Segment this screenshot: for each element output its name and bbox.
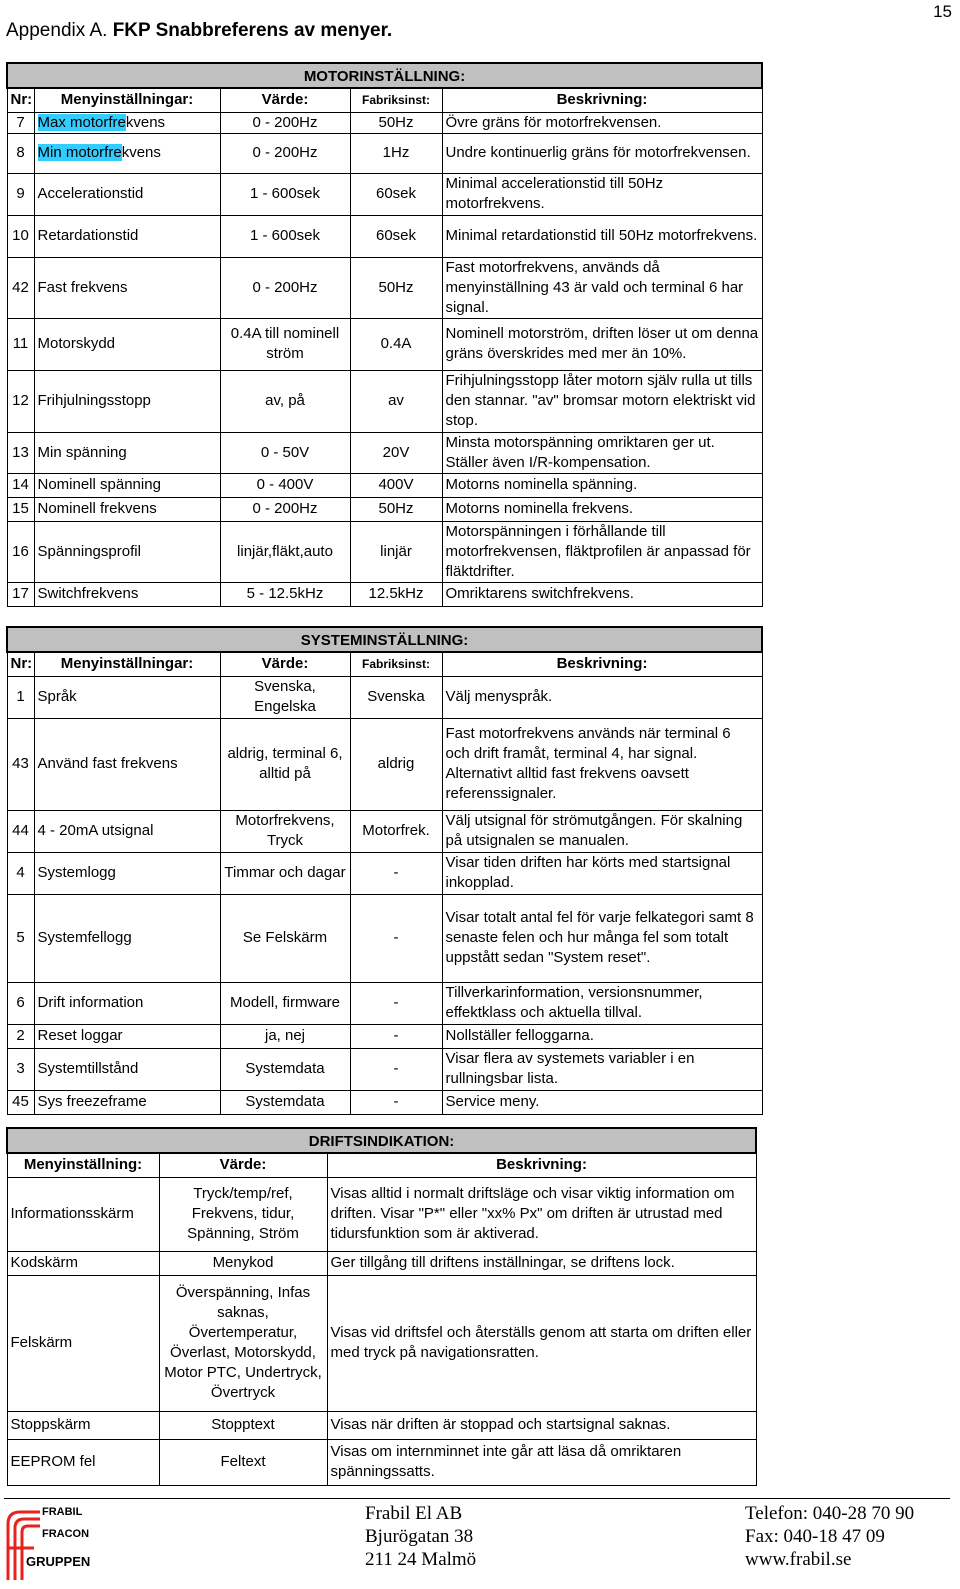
row-name: Spänningsprofil [34, 521, 220, 582]
row-name-rest: kvens [125, 113, 166, 131]
row-value: 0 - 400V [220, 473, 350, 497]
row-name: Nominell frekvens [34, 497, 220, 521]
row-nr: 15 [7, 497, 34, 521]
row-name: Språk [34, 676, 220, 718]
table-row [7, 1048, 762, 1090]
row-name: Systemtillstånd [34, 1048, 220, 1090]
row-value: Systemdata [220, 1048, 350, 1090]
row-factory: 1Hz [350, 133, 442, 173]
row-nr: 2 [7, 1024, 34, 1048]
row-desc: Motorns nominella frekvens. [442, 497, 762, 521]
row-nr: 17 [7, 582, 34, 606]
row-value: linjär,fläkt,auto [220, 521, 350, 582]
system-rows [7, 676, 762, 1114]
row-nr: 11 [7, 318, 34, 370]
row-desc: Minsta motorspänning omriktaren ger ut. Ställer även I/R-kompensation. [442, 432, 762, 473]
row-value: 0 - 50V [220, 432, 350, 473]
logo-line-2: FRACON [42, 1528, 90, 1540]
row-name: Använd fast frekvens [34, 718, 220, 810]
row-name: 4 - 20mA utsignal [34, 810, 220, 852]
row-nr: 10 [7, 215, 34, 257]
row-factory: 400V [350, 473, 442, 497]
row-name: Accelerationstid [34, 173, 220, 215]
row-name: Motorskydd [34, 318, 220, 370]
row-desc: Nominell motorström, driften löser ut om denna gräns överskrides med mer än 10%. [442, 318, 762, 370]
col-desc: Beskrivning: [327, 1153, 756, 1177]
frabil-logo-icon [4, 1504, 44, 1584]
col-factory: Fabriksinst: [350, 88, 442, 112]
table-row [7, 852, 762, 894]
row-nr: 3 [7, 1048, 34, 1090]
row-value: Svenska, Engelska [220, 676, 350, 718]
table-row [7, 1024, 762, 1048]
row-value: Menykod [159, 1251, 327, 1275]
row-value: av, på [220, 370, 350, 432]
row-factory: - [350, 1024, 442, 1048]
row-value: 5 - 12.5kHz [220, 582, 350, 606]
drift-rows [7, 1177, 756, 1485]
row-name: Min spänning [34, 432, 220, 473]
table-row [7, 1251, 756, 1275]
row-factory: - [350, 894, 442, 982]
row-desc: Visas om internminnet inte går att läsa då omriktaren spänningssatts. [327, 1439, 756, 1485]
row-value: 0 - 200Hz [220, 112, 350, 133]
row-name [34, 112, 220, 133]
footer-divider [4, 1498, 950, 1499]
row-factory: linjär [350, 521, 442, 582]
row-name: Frihjulningsstopp [34, 370, 220, 432]
row-desc: Fast motorfrekvens, används då menyinställning 43 är vald och terminal 6 har signal. [442, 257, 762, 318]
table-row [7, 1411, 756, 1439]
row-name: Felskärm [7, 1275, 159, 1411]
row-desc: Övre gräns för motorfrekvensen. [442, 112, 762, 133]
row-desc: Fast motorfrekvens används när terminal 6 och drift framåt, terminal 4, har signal. Alternativt alltid fast frekvens oavsett referenssignaler. [442, 718, 762, 810]
row-nr: 9 [7, 173, 34, 215]
row-desc: Minimal accelerationstid till 50Hz motorfrekvens. [442, 173, 762, 215]
row-factory: Svenska [350, 676, 442, 718]
address-line: Frabil El AB [365, 1503, 463, 1524]
fax: Fax: 040-18 47 09 [745, 1526, 885, 1547]
row-value: 0 - 200Hz [220, 133, 350, 173]
row-desc: Ger tillgång till driftens inställningar, se driftens lock. [327, 1251, 756, 1275]
row-value: Stopptext [159, 1411, 327, 1439]
row-factory: 0.4A [350, 318, 442, 370]
system-settings-table [6, 626, 763, 1115]
row-value: Timmar och dagar [220, 852, 350, 894]
page-footer [0, 1498, 960, 1588]
row-factory: 50Hz [350, 112, 442, 133]
phone: Telefon: 040-28 70 90 [745, 1503, 915, 1524]
page-number: 15 [933, 2, 952, 21]
row-factory: 50Hz [350, 497, 442, 521]
row-value: Se Felskärm [220, 894, 350, 982]
row-factory: 20V [350, 432, 442, 473]
row-value: 0 - 200Hz [220, 257, 350, 318]
company-logo [4, 1504, 99, 1584]
table-row [7, 133, 762, 173]
row-desc: Tillverkarinformation, versionsnummer, effektklass och aktuella tillval. [442, 982, 762, 1024]
logo-line-3: GRUPPEN [26, 1554, 91, 1569]
col-value: Värde: [220, 652, 350, 676]
table-row [7, 370, 762, 432]
row-desc: Visas vid driftsfel och återställs genom att starta om driften eller med tryck på navigationsratten. [327, 1275, 756, 1411]
row-factory: - [350, 982, 442, 1024]
row-nr: 1 [7, 676, 34, 718]
table-row [7, 894, 762, 982]
row-desc: Minimal retardationstid till 50Hz motorfrekvens. [442, 215, 762, 257]
company-address [365, 1502, 476, 1571]
table-row [7, 173, 762, 215]
row-factory: Motorfrek. [350, 810, 442, 852]
row-nr: 42 [7, 257, 34, 318]
col-nr: Nr: [7, 652, 34, 676]
drift-indication-table [6, 1127, 757, 1486]
row-name: EEPROM fel [7, 1439, 159, 1485]
table-row [7, 215, 762, 257]
highlighted-text: Max motorfre [37, 113, 126, 131]
table-row [7, 676, 762, 718]
address-line: 211 24 Malmö [365, 1549, 477, 1570]
row-desc: Visar totalt antal fel för varje felkategori samt 8 senaste felen och hur många fel som totalt uppstått sedan "System reset". [442, 894, 762, 982]
row-value: Systemdata [220, 1090, 350, 1114]
row-name [34, 133, 220, 173]
row-name: Retardationstid [34, 215, 220, 257]
table-row [7, 473, 762, 497]
col-menu: Menyinställningar: [34, 88, 220, 112]
row-name: Sys freezeframe [34, 1090, 220, 1114]
row-value: aldrig, terminal 6, alltid på [220, 718, 350, 810]
company-contact [745, 1502, 914, 1571]
row-name: Switchfrekvens [34, 582, 220, 606]
table-row [7, 521, 762, 582]
row-name: Nominell spänning [34, 473, 220, 497]
row-desc: Visas alltid i normalt driftsläge och visar viktig information om driften. Visar "P*" eller "xx% Px" om driften är utrustad med tidursfunktion som är aktiverad. [327, 1177, 756, 1251]
row-desc: Motorns nominella spänning. [442, 473, 762, 497]
row-name-rest: kvens [121, 144, 161, 161]
col-nr: Nr: [7, 88, 34, 112]
logo-line-1: FRABIL [42, 1506, 83, 1518]
table-row [7, 112, 762, 133]
col-desc: Beskrivning: [442, 652, 762, 676]
row-nr: 14 [7, 473, 34, 497]
row-factory: av [350, 370, 442, 432]
table-row [7, 318, 762, 370]
website-link[interactable]: www.frabil.se [745, 1549, 852, 1570]
row-nr: 5 [7, 894, 34, 982]
row-factory: - [350, 1048, 442, 1090]
row-nr: 6 [7, 982, 34, 1024]
page-title: Appendix A. FKP Snabbreferens av menyer. [6, 20, 393, 41]
col-value: Värde: [159, 1153, 327, 1177]
row-value: 0.4A till nominell ström [220, 318, 350, 370]
table-row [7, 718, 762, 810]
row-name: Informationsskärm [7, 1177, 159, 1251]
address-line: Bjurögatan 38 [365, 1526, 474, 1547]
system-header: SYSTEMINSTÄLLNING: [7, 627, 762, 652]
row-name: Fast frekvens [34, 257, 220, 318]
row-name: Stoppskärm [7, 1411, 159, 1439]
row-nr: 8 [7, 133, 34, 173]
table-row [7, 257, 762, 318]
motor-rows [7, 112, 762, 606]
row-nr: 13 [7, 432, 34, 473]
row-value: 1 - 600sek [220, 215, 350, 257]
row-nr: 7 [7, 112, 34, 133]
row-factory: aldrig [350, 718, 442, 810]
table-row [7, 582, 762, 606]
row-desc: Välj utsignal för strömutgången. För skalning på utsignalen se manualen. [442, 810, 762, 852]
table-row [7, 497, 762, 521]
row-nr: 45 [7, 1090, 34, 1114]
table-row [7, 1439, 756, 1485]
row-value: ja, nej [220, 1024, 350, 1048]
row-desc: Motorspänningen i förhållande till motorfrekvensen, fläktprofilen är anpassad för fläktdrifter. [442, 521, 762, 582]
row-value: 1 - 600sek [220, 173, 350, 215]
table-row [7, 432, 762, 473]
col-value: Värde: [220, 88, 350, 112]
row-factory: - [350, 1090, 442, 1114]
row-desc: Visar flera av systemets variabler i en rullningsbar lista. [442, 1048, 762, 1090]
col-desc: Beskrivning: [442, 88, 762, 112]
row-value: Överspänning, Infas saknas, Övertemperatur, Överlast, Motorskydd, Motor PTC, Undertryck, Övertryck [159, 1275, 327, 1411]
row-name: Drift information [34, 982, 220, 1024]
row-desc: Visas när driften är stoppad och startsignal saknas. [327, 1411, 756, 1439]
col-menu: Menyinställning: [7, 1153, 159, 1177]
table-row [7, 1090, 762, 1114]
row-desc: Frihjulningsstopp låter motorn själv rulla ut tills den stannar. "av" bromsar motorn elektriskt vid stop. [442, 370, 762, 432]
row-name: Systemlogg [34, 852, 220, 894]
row-desc: Service meny. [442, 1090, 762, 1114]
row-factory: - [350, 852, 442, 894]
table-row [7, 1177, 756, 1251]
col-factory: Fabriksinst: [350, 652, 442, 676]
row-factory: 60sek [350, 173, 442, 215]
row-desc: Visar tiden driften har körts med startsignal inkopplad. [442, 852, 762, 894]
row-desc: Välj menyspråk. [442, 676, 762, 718]
row-value: Tryck/temp/ref, Frekvens, tidur, Spänning, Ström [159, 1177, 327, 1251]
row-value: Motorfrekvens, Tryck [220, 810, 350, 852]
col-menu: Menyinställningar: [34, 652, 220, 676]
row-nr: 12 [7, 370, 34, 432]
row-factory: 50Hz [350, 257, 442, 318]
row-nr: 43 [7, 718, 34, 810]
row-desc: Undre kontinuerlig gräns för motorfrekvensen. [442, 133, 762, 173]
drift-header: DRIFTSINDIKATION: [7, 1128, 756, 1153]
row-name: Kodskärm [7, 1251, 159, 1275]
row-nr: 4 [7, 852, 34, 894]
row-value: 0 - 200Hz [220, 497, 350, 521]
row-value: Modell, firmware [220, 982, 350, 1024]
motor-header: MOTORINSTÄLLNING: [7, 63, 762, 88]
row-value: Feltext [159, 1439, 327, 1485]
table-row [7, 1275, 756, 1411]
row-nr: 16 [7, 521, 34, 582]
row-name: Systemfellogg [34, 894, 220, 982]
row-desc: Nollställer felloggarna. [442, 1024, 762, 1048]
highlighted-text: Min motorfre [37, 144, 122, 161]
row-desc: Omriktarens switchfrekvens. [442, 582, 762, 606]
row-nr: 44 [7, 810, 34, 852]
table-row [7, 810, 762, 852]
row-factory: 60sek [350, 215, 442, 257]
row-factory: 12.5kHz [350, 582, 442, 606]
motor-settings-table [6, 62, 763, 607]
row-name: Reset loggar [34, 1024, 220, 1048]
table-row [7, 982, 762, 1024]
